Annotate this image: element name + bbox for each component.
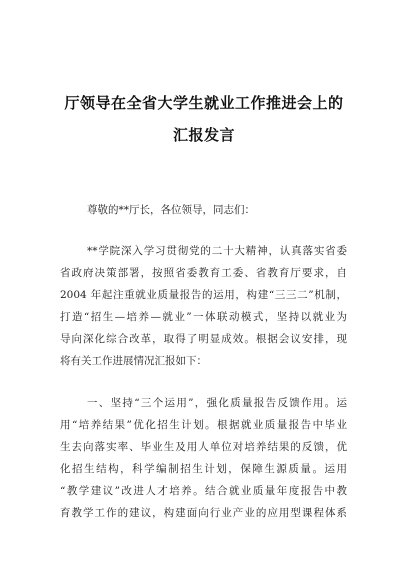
- paragraph-2-line: 生去向落实率、毕业生及用人单位对培养结果的反馈，优: [60, 441, 347, 453]
- paragraph-2-line: 化招生结构，科学编制招生计划，保障生源质量。运用: [60, 463, 347, 475]
- paragraph-2-line: 一、坚持“三个运用”，强化质量报告反馈作用。运: [87, 397, 347, 409]
- paragraph-1-line: **学院深入学习贯彻党的二十大精神，认真落实省委: [87, 245, 347, 257]
- paragraph-1-line: 导向深化综合改革，取得了明显成效。根据会议安排，现: [60, 333, 347, 345]
- paragraph-2-line: “教学建议”改进人才培养。结合就业质量年度报告中教: [60, 485, 347, 497]
- paragraph-2-line: 用“培养结果”优化招生计划。根据就业质量报告中毕业: [60, 419, 347, 431]
- document-title-line-2: 汇报发言: [172, 126, 235, 144]
- paragraph-1-line: 省政府决策部署，按照省委教育工委、省教育厅要求，自: [60, 267, 347, 279]
- paragraph-1-line: 将有关工作进展情况汇报如下：: [60, 355, 207, 367]
- paragraph-2-line: 育教学工作的建议，构建面向行业产业的应用型课程体系: [60, 507, 347, 519]
- salutation: 尊敬的**厅长，各位领导，同志们：: [87, 204, 255, 216]
- document-title-line-1: 厅领导在全省大学生就业工作推进会上的: [64, 94, 344, 112]
- paragraph-1-line: 打造“招生—培养—就业”一体联动模式，坚持以就业为: [60, 311, 347, 323]
- paragraph-1-line: 2004 年起注重就业质量报告的运用，构建“三三二”机制，: [60, 289, 347, 301]
